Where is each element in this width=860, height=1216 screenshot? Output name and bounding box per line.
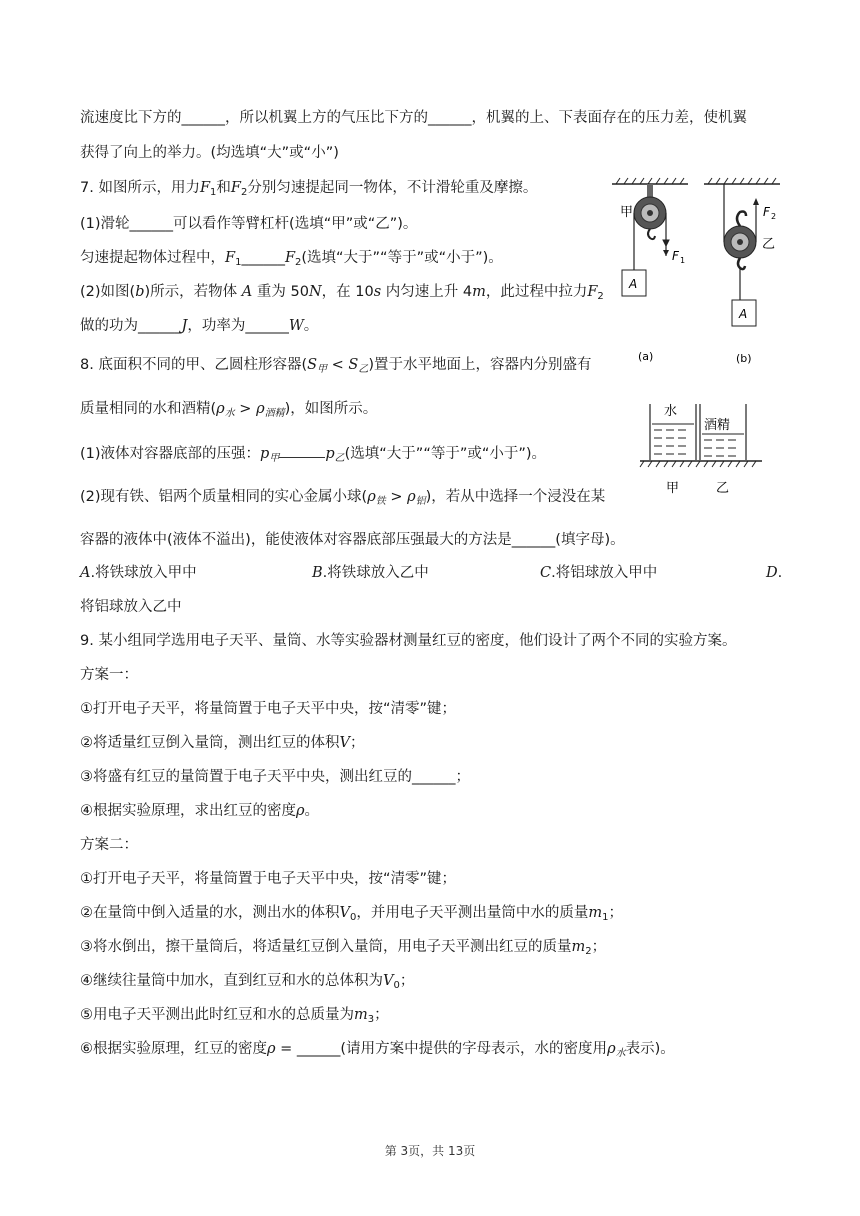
question-9: 9. 某小组同学选用电子天平、量筒、水等实验器材测量红豆的密度，他们设计了两个不同的实验方案。 [80,633,737,649]
pulley-figure [600,176,800,376]
label-water: 水 [664,404,678,419]
label-f2-sub: 2 [771,212,777,221]
question-8-part-1: (1)液体对容器底部的压强：$p_甲$ $p_乙$(选填“大于”“等于”或“小于”)。 [80,443,546,469]
plan-1-step-4: ④根据实验原理，求出红豆的密度ρ。 [80,803,320,819]
text-line: 流速度比下方的______，所以机翼上方的气压比下方的______，机翼的上、下表面存在的压力差，使机翼 [80,110,747,126]
label-container-yi: 乙 [716,481,730,496]
question-8-line-2: 质量相同的水和酒精$(\rho_水 > \rho_{酒精})$，如图所示。 [80,401,378,419]
question-7: 7. 如图所示，用力$F_1$和$F_2$分别匀速提起同一物体，不计滑轮重及摩擦。 [80,180,538,198]
question-7-part-1b: 匀速提起物体过程中，$F_1\_\_\_\_\_\_F_2$(选填“大于”“等于”或“小于”)。 [80,250,503,268]
page-footer: 第 3页，共 13页 [384,1144,476,1158]
label-a-block-b: A [739,307,748,321]
label-a-block: A [629,277,638,291]
label-yi: 乙 [762,237,776,252]
question-8-part-2-line-2: 容器的液体中(液体不溢出)，能使液体对容器底部压强最大的方法是______(填字母)。 [80,532,625,548]
label-fig-b: (b) [736,352,752,365]
plan-2-step-5: ⑤用电子天平测出此时红豆和水的总质量为$m_3$； [80,1007,389,1025]
container-figure [636,398,766,498]
question-8-part-2: (2)现有铁、铝两个质量相同的实心金属小球$(\rho_铁 > \rho_铝)$，若从中选择一个浸没在某 [80,489,606,507]
plan-2-step-6: ⑥根据实验原理，红豆的密度ρ = ______(请用方案中提供的字母表示，水的密度用$\rho_水$表示)。 [80,1041,675,1059]
plan-1-step-2: ②将适量红豆倒入量筒，测出红豆的体积V； [80,735,365,751]
option-a: A.将铁球放入甲中 [80,565,197,581]
question-7-part-2: (2)如图(b)所示，若物体 A 重为 50N，在 10s 内匀速上升 4m，此过程中拉力$F_2$ [80,284,604,302]
plan-2-step-1: ①打开电子天平，将量筒置于电子天平中央，按“清零”键； [80,871,457,887]
plan-2-step-2: ②在量筒中倒入适量的水，测出水的体积$V_0$，并用电子天平测出量筒中水的质量$m_1$； [80,905,623,923]
label-container-jia: 甲 [666,481,680,496]
label-jia: 甲 [620,205,634,220]
label-f2: F [763,205,770,219]
label-f1: F [672,249,679,263]
plan-2-step-3: ③将水倒出，擦干量筒后，将适量红豆倒入量筒，用电子天平测出红豆的质量$m_2$； [80,939,607,957]
option-d-letter: D. [766,565,783,581]
label-f1-sub: 1 [680,256,686,265]
plan-1-step-3: ③将盛有红豆的量筒置于电子天平中央，测出红豆的______； [80,769,470,785]
question-7-part-1: (1)滑轮______可以看作等臂杠杆(选填“甲”或“乙”)。 [80,216,418,232]
question-8: 8. 底面积不同的甲、乙圆柱形容器$(S_甲 < S_乙)$置于水平地面上，容器内分别盛有 [80,357,592,375]
label-alcohol: 酒精 [704,418,731,433]
plan-1-step-1: ①打开电子天平，将量筒置于电子天平中央，按“清零”键； [80,701,457,717]
plan-2-step-4: ④继续往量筒中加水，直到红豆和水的总体积为$V_0$； [80,973,415,991]
option-d: 将铝球放入乙中 [80,599,182,615]
plan-1-title: 方案一： [80,667,138,683]
option-b: B.将铁球放入乙中 [312,565,429,581]
option-c: C.将铝球放入甲中 [540,565,658,581]
question-7-part-3: 做的功为______J，功率为______W。 [80,318,319,334]
plan-2-title: 方案二： [80,837,138,853]
text-line: 获得了向上的举力。(均选填“大”或“小”) [80,145,339,161]
label-fig-a: (a) [638,350,654,363]
